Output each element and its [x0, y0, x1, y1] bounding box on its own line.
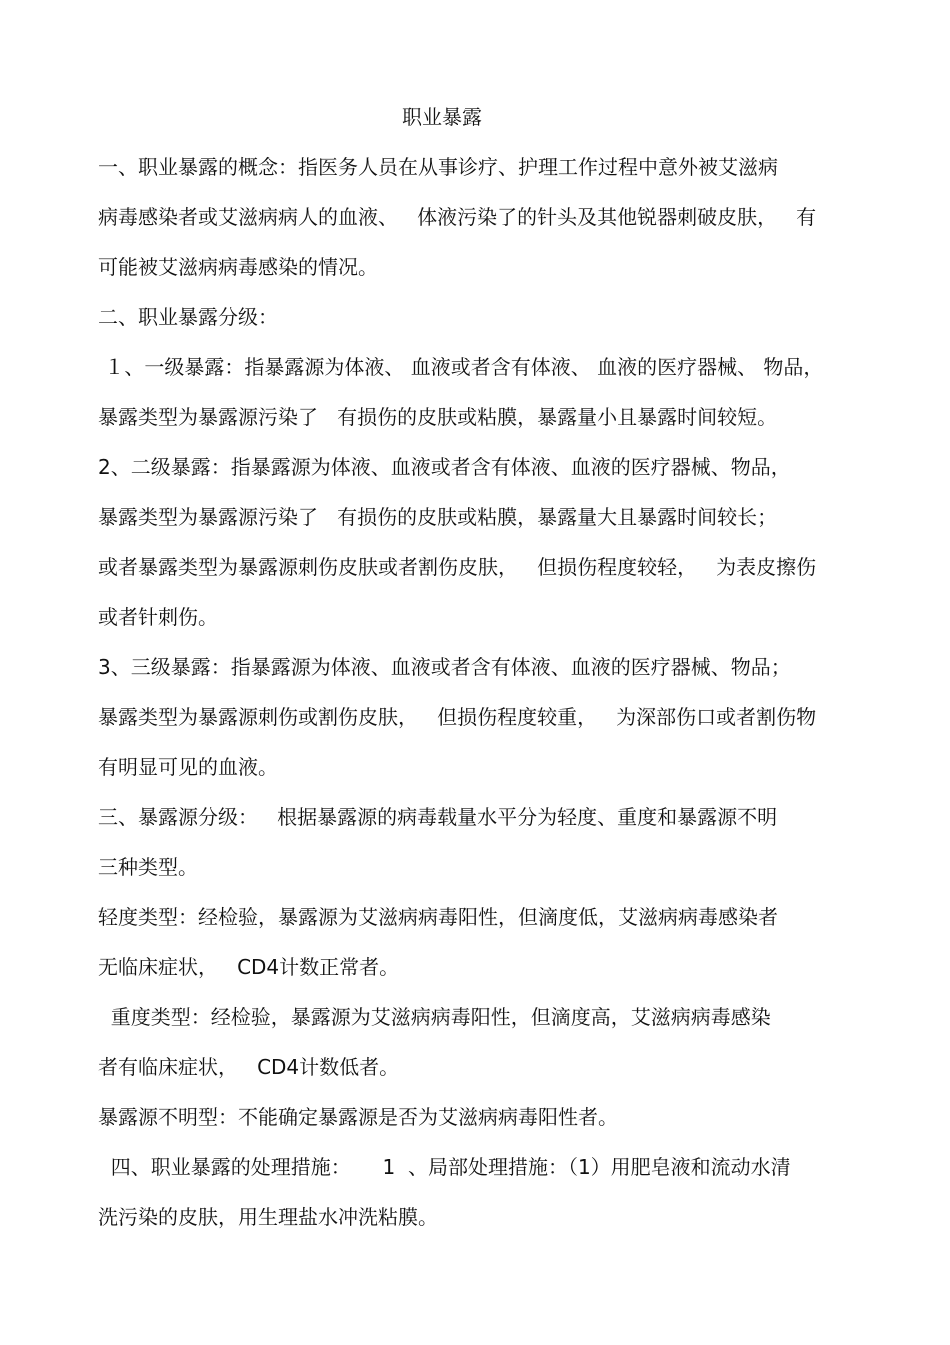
text-line: 有明显可见的血液。: [98, 755, 278, 779]
text-line: 2、二级暴露：指暴露源为体液、血液或者含有体液、血液的医疗器械、物品，: [98, 455, 791, 479]
text-line: 可能被艾滋病病毒感染的情况。: [98, 255, 378, 279]
text-line: 一、职业暴露的概念：指医务人员在从事诊疗、护理工作过程中意外被艾滋病: [98, 155, 778, 179]
text-line: 重度类型：经检验，暴露源为艾滋病病毒阳性，但滴度高，艾滋病病毒感染: [98, 1005, 771, 1029]
text-line: 暴露类型为暴露源污染了 有损伤的皮肤或粘膜，暴露量大且暴露时间较长；: [98, 505, 778, 529]
text-line: 轻度类型：经检验，暴露源为艾滋病病毒阳性，但滴度低，艾滋病病毒感染者: [98, 905, 778, 929]
text-line: １、一级暴露：指暴露源为体液、 血液或者含有体液、 血液的医疗器械、 物品，: [98, 355, 824, 379]
text-line: 无临床症状， CD4计数正常者。: [98, 955, 400, 979]
text-line: 二、职业暴露分级：: [98, 305, 278, 329]
text-line: 三、暴露源分级： 根据暴露源的病毒载量水平分为轻度、重度和暴露源不明: [98, 805, 778, 829]
text-line: 病毒感染者或艾滋病病人的血液、 体液污染了的针头及其他锐器刺破皮肤， 有: [98, 205, 817, 229]
text-line: 3、三级暴露：指暴露源为体液、血液或者含有体液、血液的医疗器械、物品；: [98, 655, 791, 679]
text-line: 四、职业暴露的处理措施： 1 、局部处理措施：（1）用肥皂液和流动水清: [98, 1155, 791, 1179]
text-line: 洗污染的皮肤，用生理盐水冲洗粘膜。: [98, 1205, 438, 1229]
text-line: 暴露源不明型：不能确定暴露源是否为艾滋病病毒阳性者。: [98, 1105, 618, 1129]
text-line: 者有临床症状， CD4计数低者。: [98, 1055, 400, 1079]
text-line: 三种类型。: [98, 855, 198, 879]
text-line: 或者暴露类型为暴露源刺伤皮肤或者割伤皮肤， 但损伤程度较轻， 为表皮擦伤: [98, 555, 817, 579]
text-line: 暴露类型为暴露源刺伤或割伤皮肤， 但损伤程度较重， 为深部伤口或者割伤物: [98, 705, 817, 729]
text-line: 或者针刺伤。: [98, 605, 218, 629]
text-line: 暴露类型为暴露源污染了 有损伤的皮肤或粘膜，暴露量小且暴露时间较短。: [98, 405, 778, 429]
page-title: 职业暴露: [402, 105, 482, 129]
